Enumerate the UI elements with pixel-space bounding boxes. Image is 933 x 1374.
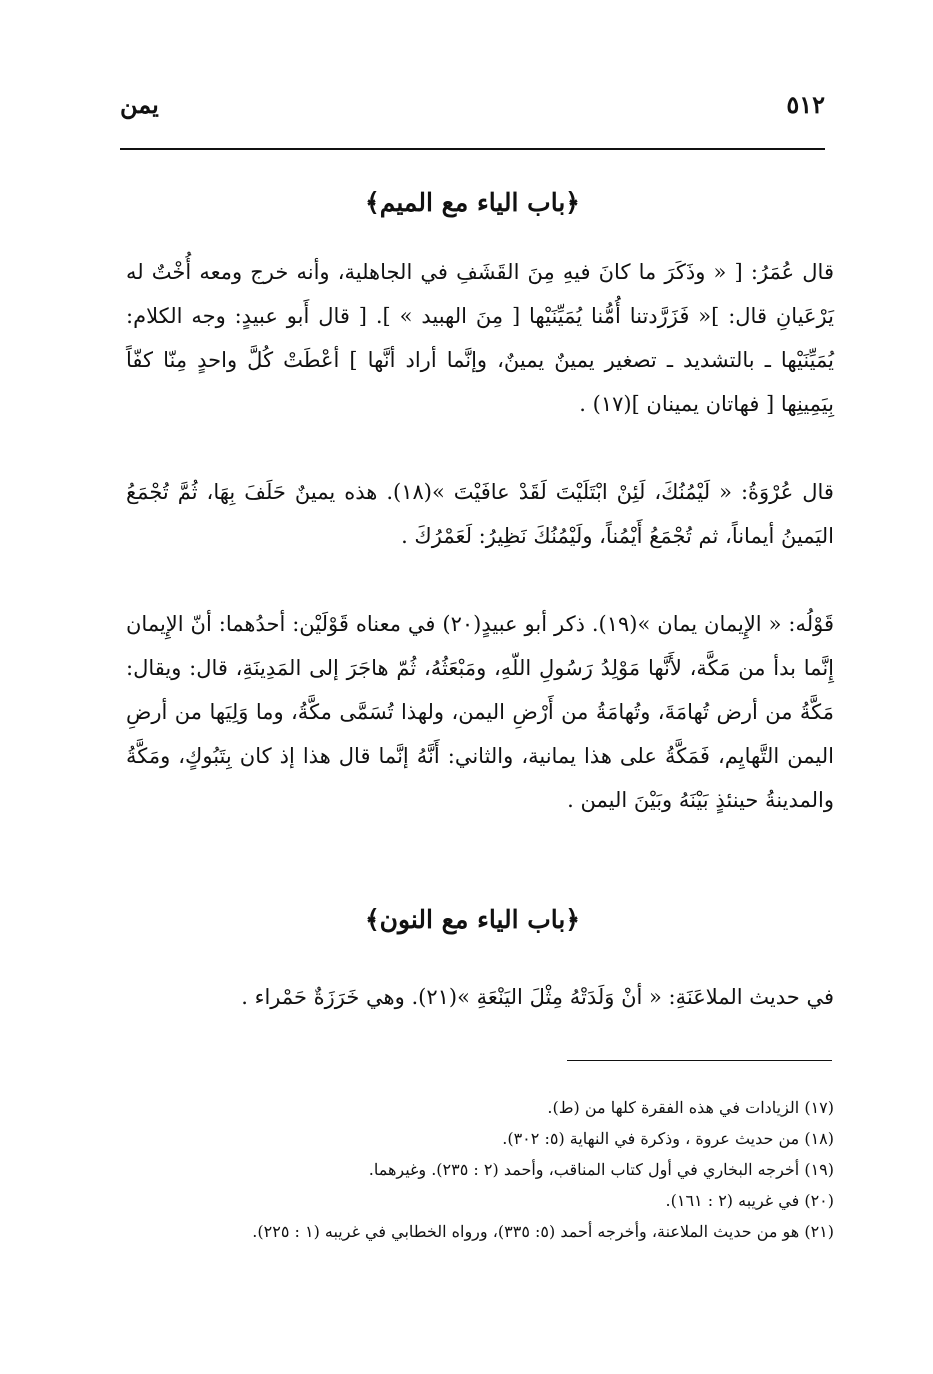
chapter-heading: ﴿باب الياء مع الميم﴾ [365, 188, 580, 217]
paragraph: قَوْلُه: « الإِيمان يمان »(١٩). ذكر أبو عبيدٍ(٢٠) في معناه قَوْلَيْن: أحدُهما: أنّ الإِيمان إِنَّما بدأ من مَكَّة، لأَنَّها مَوْلِدُ رَسُولِ اللّهِ، ومَبْعَثُهُ، ثُمّ هاجَرَ إلى المَدِينَةِ، قال: ويقال: مَكَّةُ من أرض تُهامَةَ، وتُهامَةُ من أَرْضِ اليمن، ولهذا تُسَمَّى مكَّةُ، وما وَلِيَها من أرضِ اليمن التَّهايِم، فَمَكَّةُ على هذا يمانية، والثاني: أَنَّهُ إنَّما قال هذا إذ كان بِتَبُوكٍ، ومَكَّةُ والمدينةُ حينئذٍ بَيْنَهُ وبَيْنَ اليمن . [126, 612, 834, 812]
footnote: (١٧) الزيادات في هذه الفقرة كلها من (ط). [547, 1098, 834, 1117]
paragraph: في حديث الملاعَنَةِ: « أنْ وَلَدَتْهُ مِثْلَ اليَنْعَةِ »(٢١). وهي خَرَزَةٌ حَمْراء . [241, 985, 834, 1009]
footnote: (١٨) من حديث عروة ، وذكرة في النهاية (٥: ٣٠٢). [502, 1129, 834, 1148]
footnote: (١٩) أخرجه البخاري في أول كتاب المناقب، وأحمد (٢ : ٢٣٥). وغيرهما. [368, 1160, 834, 1179]
page-header [120, 86, 825, 130]
paragraph: قال عُرْوَةُ: « لَيْمُنُكَ، لَئِنْ ابْتَلَيْتَ لَقَدْ عافَيْتَ »(١٨). هذه يمينٌ حَلَفَ بِهَا، ثُمَّ تُجْمَعُ اليَمينُ أيماناً، ثم تُجْمَعُ أَيْمُناً، ولَيْمُنُكَ نَظِيرُ: لَعَمْرُكَ . [126, 480, 834, 548]
page-number: ٥١٢ [786, 90, 825, 119]
footnote: (٢١) هو من حديث الملاعنة، وأخرجه أحمد (٥: ٣٣٥)، ورواه الخطابي في غريبه (١ : ٢٢٥). [252, 1222, 834, 1241]
header-rule [120, 148, 825, 150]
footnotes [140, 1092, 834, 1247]
footnote: (٢٠) في غريبه (٢ : ١٦١). [665, 1191, 834, 1210]
running-head: يمن [120, 90, 159, 119]
chapter-heading: ﴿باب الياء مع النون﴾ [364, 905, 581, 934]
footnote-rule [567, 1060, 832, 1061]
paragraph: قال عُمَرُ: [ « وذَكَرَ ما كانَ فيهِ مِنَ القَشَفِ في الجاهلية، وأنه خرج ومعه أُخْتٌ له يَرْعَيانِ قال: ]« فَزَرَّدتنا أُمُّنا يُمَيِّنَيْها [ مِنَ الهبيد » ]. [ قال أَبو عبيدٍ: وجه الكلام: يُمَيِّنَيْها ـ بالتشديد ـ تصغير يمينٌ يمينٌ، وإنَّما أراد أنَّها ] أعْطَتْ كُلَّ واحدٍ مِنّا كفّاً بِيَمِينِها [ فهاتان يمينان ](١٧) . [126, 260, 834, 416]
